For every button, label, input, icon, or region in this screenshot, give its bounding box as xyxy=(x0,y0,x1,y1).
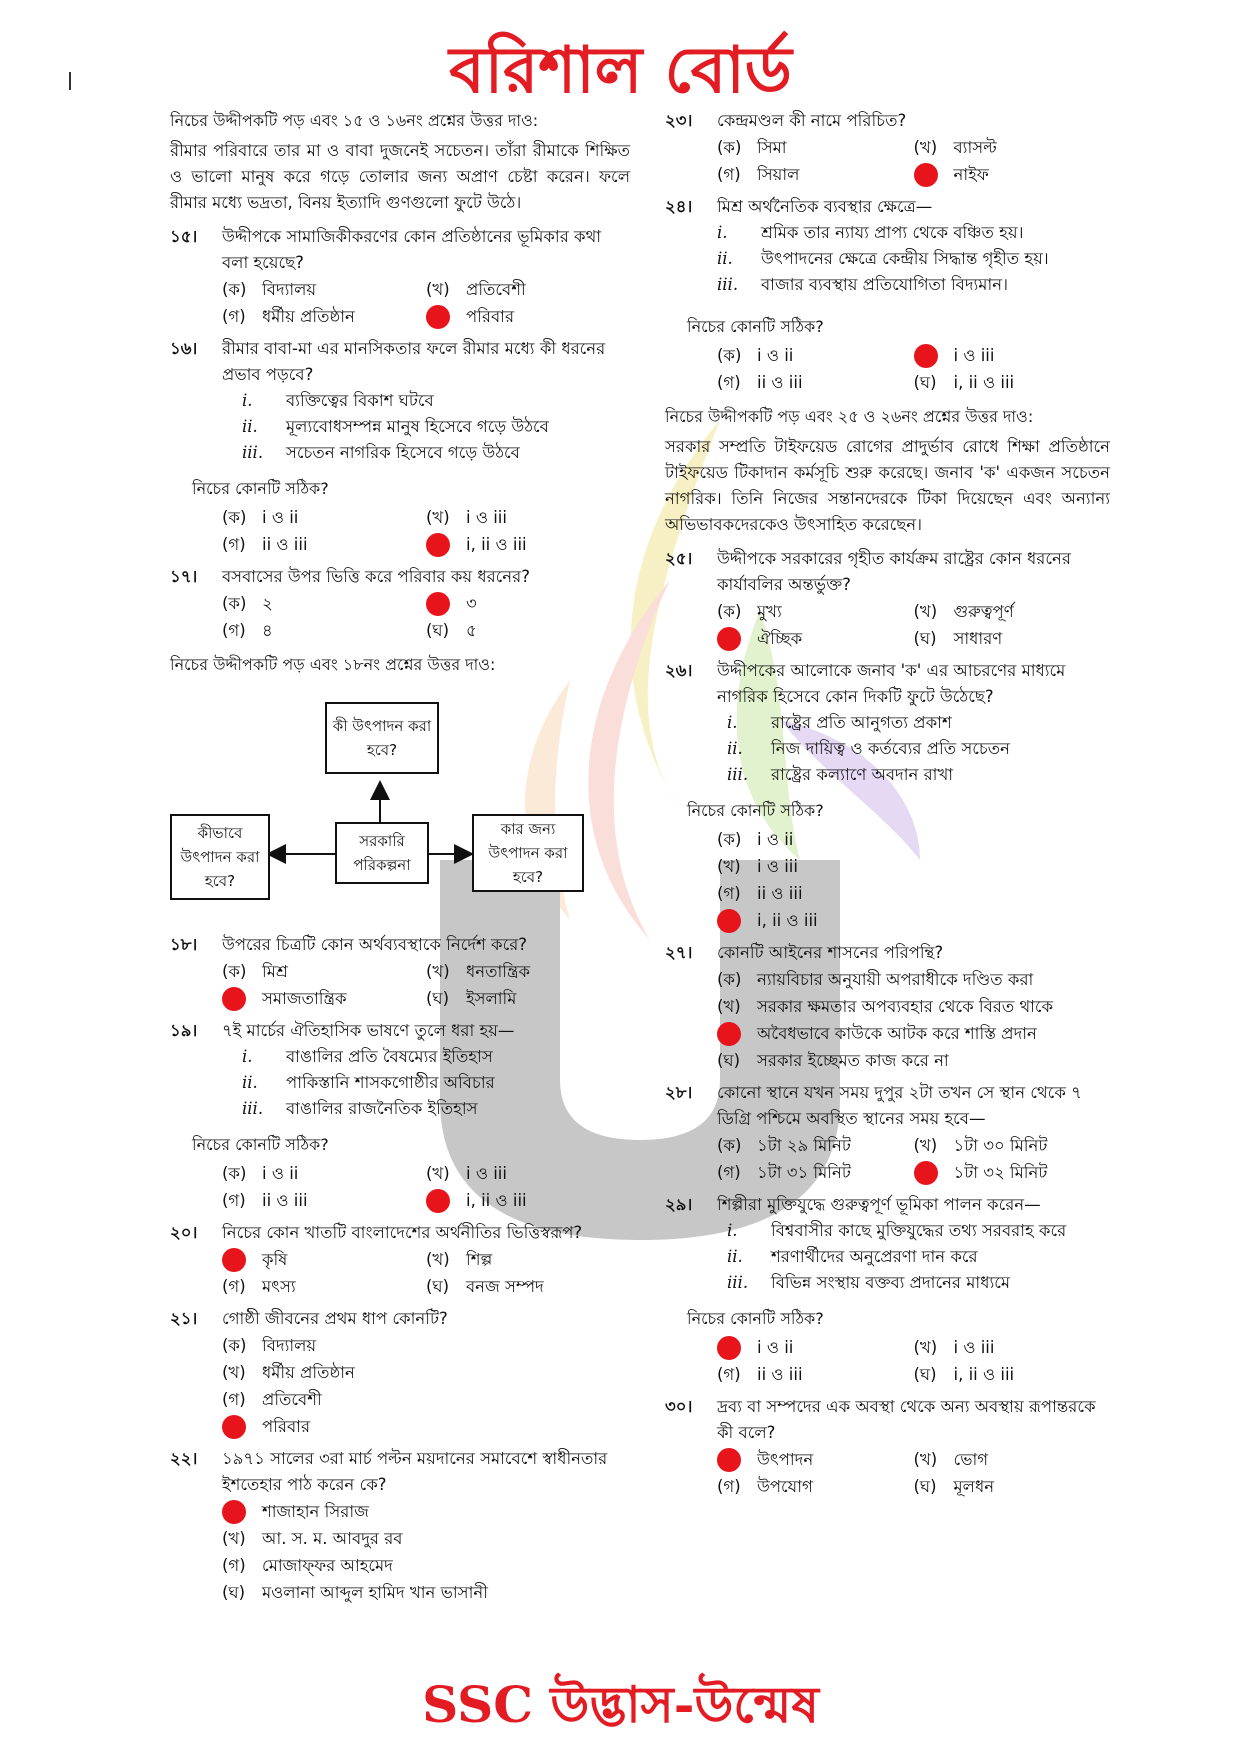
option-b[interactable]: (খ) i ও iii xyxy=(717,856,798,876)
question-18: ১৮। উপরের চিত্রটি কোন অর্থব্যবস্থাকে নির্দেশ করে? xyxy=(170,935,528,954)
options xyxy=(717,1334,1110,1388)
option-c[interactable]: (গ) ধর্মীয় প্রতিষ্ঠান xyxy=(222,306,355,326)
answer-marker-icon xyxy=(914,1161,938,1185)
which-correct: নিচের কোনটি সঠিক? xyxy=(687,1309,824,1328)
box-govt-planning: সরকারি পরিকল্পনা xyxy=(335,822,429,884)
option-b[interactable]: (খ) গুরুত্বপূর্ণ xyxy=(913,601,1014,621)
page-title: বরিশাল বোর্ড xyxy=(449,33,792,108)
which-correct: নিচের কোনটি সঠিক? xyxy=(192,479,329,498)
options xyxy=(717,1446,1110,1500)
question-28: ২৮। কোনো স্থানে যখন সময় দুপুর ২টা তখন সে স্থান থেকে ৭ ডিগ্রি পশ্চিমে অবস্থিত স্থানের সময় হবে— xyxy=(665,1083,1082,1128)
stimulus-instruction: নিচের উদ্দীপকটি পড় এবং ১৫ ও ১৬নং প্রশ্নের উত্তর দাও: xyxy=(170,111,539,130)
question-16: ১৬। রীমার বাবা-মা এর মানসিকতার ফলে রীমার মধ্যে কী ধরনের প্রভাব পড়বে? xyxy=(170,339,606,384)
question-29: ২৯। শিল্পীরা মুক্তিযুদ্ধে গুরুত্বপূর্ণ ভূমিকা পালন করেন— xyxy=(665,1195,1041,1214)
planning-diagram xyxy=(170,684,630,924)
question-21: ২১। গোষ্ঠী জীবনের প্রথম ধাপ কোনটি? xyxy=(170,1309,448,1328)
question-23: ২৩। কেন্দ্রমণ্ডল কী নামে পরিচিত? xyxy=(665,111,907,130)
option-a-answer[interactable]: উৎপাদন xyxy=(717,1446,914,1473)
option-b[interactable]: (খ) i ও iii xyxy=(426,1163,507,1183)
option-d[interactable]: (ঘ) ইসলামি xyxy=(426,988,517,1008)
statements: i. রাষ্ট্রের প্রতি আনুগত্য প্রকাশ ii. নিজ দায়িত্ব ও কর্তব্যের প্রতি সচেতন iii. রাষ্ট্রের কল্যাণে অবদান রাখা xyxy=(727,713,1011,784)
answer-marker-icon xyxy=(717,627,741,651)
option-b[interactable]: (খ) i ও iii xyxy=(913,1337,995,1357)
option-b[interactable]: (খ) ধনতান্ত্রিক xyxy=(426,961,530,981)
option-d-answer[interactable]: i, ii ও iii xyxy=(426,1187,630,1214)
options xyxy=(222,1246,630,1300)
which-correct: নিচের কোনটি সঠিক? xyxy=(687,317,824,336)
box-for-whom: কার জন্য উৎপাদন করা হবে? xyxy=(472,814,584,892)
answer-marker-icon xyxy=(222,1415,246,1439)
option-a[interactable]: (ক) সিমা xyxy=(717,137,787,157)
option-c-answer[interactable]: ঐচ্ছিক xyxy=(717,625,914,652)
option-d[interactable]: (ঘ) i, ii ও iii xyxy=(913,1364,1015,1384)
answer-marker-icon xyxy=(426,592,450,616)
option-a-answer[interactable]: i ও ii xyxy=(717,1334,914,1361)
question-27: ২৭। কোনটি আইনের শাসনের পরিপন্থি? xyxy=(665,943,944,962)
option-d[interactable]: (ঘ) মূলধন xyxy=(913,1476,995,1496)
option-c[interactable]: (গ) মৎস্য xyxy=(222,1276,296,1296)
option-b[interactable]: (খ) i ও iii xyxy=(426,507,507,527)
stimulus-instruction: নিচের উদ্দীপকটি পড় এবং ১৮নং প্রশ্নের উত্তর দাও: xyxy=(170,655,496,674)
option-b[interactable]: (খ) শিল্প xyxy=(426,1249,493,1269)
option-d-answer[interactable]: নাইফ xyxy=(914,161,1111,188)
question-19: ১৯। ৭ই মার্চের ঐতিহাসিক ভাষণে তুলে ধরা হয়— xyxy=(170,1021,515,1040)
option-d[interactable]: (ঘ) i, ii ও iii xyxy=(913,372,1015,392)
answer-marker-icon xyxy=(426,533,450,557)
options xyxy=(222,1160,630,1214)
options xyxy=(717,1132,1110,1186)
answer-marker-icon xyxy=(914,344,938,368)
option-a[interactable]: (ক) বিদ্যালয় xyxy=(222,1335,317,1355)
option-c[interactable]: (গ) প্রতিবেশী xyxy=(222,1389,322,1409)
option-c-answer[interactable]: সমাজতান্ত্রিক xyxy=(222,985,426,1012)
options xyxy=(717,134,1110,188)
stimulus-text: রীমার পরিবারে তার মা ও বাবা দুজনেই সচেতন। তাঁরা রীমাকে শিক্ষিত ও ভালো মানুষ করে গড়ে তোলার জন্য অপ্রাণ চেষ্টা করেন। ফলে রীমার মধ্যে ভদ্রতা, বিনয় ইত্যাদি গুণগুলো ফুটে উঠে। xyxy=(170,141,630,212)
answer-marker-icon xyxy=(717,1022,741,1046)
option-a[interactable]: (ক) মুখ্য xyxy=(717,601,782,621)
option-a[interactable]: (ক) i ও ii xyxy=(222,507,299,527)
answer-marker-icon xyxy=(222,1248,246,1272)
question-number: ১৫। xyxy=(170,227,198,246)
option-a[interactable]: (ক) ন্যায়বিচার অনুযায়ী অপরাধীকে দণ্ডিত করা xyxy=(717,969,1034,989)
statements: i. বাঙালির প্রতি বৈষম্যের ইতিহাস ii. পাকিস্তানি শাসকগোষ্ঠীর অবিচার iii. বাঙালির রাজনৈতিক ইতিহাস xyxy=(242,1047,495,1118)
option-a[interactable]: (ক) ২ xyxy=(222,593,273,613)
question-30: ৩০। দ্রব্য বা সম্পদের এক অবস্থা থেকে অন্য অবস্থায় রূপান্তরকে কী বলে? xyxy=(665,1397,1096,1442)
which-correct: নিচের কোনটি সঠিক? xyxy=(687,801,824,820)
option-a[interactable]: (ক) i ও ii xyxy=(717,345,794,365)
option-b-answer[interactable]: i ও iii xyxy=(914,342,1111,369)
options xyxy=(222,276,630,330)
option-b[interactable]: (খ) প্রতিবেশী xyxy=(426,279,526,299)
option-a[interactable]: (ক) i ও ii xyxy=(222,1163,299,1183)
options xyxy=(222,504,630,558)
option-d[interactable]: (ঘ) সরকার ইচ্ছেমত কাজ করে না xyxy=(717,1050,949,1070)
option-c[interactable]: (গ) উপযোগ xyxy=(717,1476,813,1496)
option-c[interactable]: (গ) ii ও iii xyxy=(717,372,803,392)
box-how-to-produce: কীভাবে উৎপাদন করা হবে? xyxy=(170,814,270,900)
answer-marker-icon xyxy=(717,1448,741,1472)
question-17: ১৭। বসবাসের উপর ভিত্তি করে পরিবার কয় ধরনের? xyxy=(170,567,530,586)
option-d-answer[interactable]: পরিবার xyxy=(426,303,630,330)
question-text: উদ্দীপকে সামাজিকীকরণের কোন প্রতিষ্ঠানের ভূমিকার কথা বলা হয়েছে? xyxy=(222,227,602,272)
option-d-answer[interactable]: পরিবার xyxy=(222,1413,630,1440)
answer-marker-icon xyxy=(222,1500,246,1524)
options xyxy=(222,590,630,644)
options xyxy=(222,1498,630,1606)
option-c-answer[interactable]: অবৈধভাবে কাউকে আটক করে শাস্তি প্রদান xyxy=(717,1020,1110,1047)
box-what-to-produce: কী উৎপাদন করা হবে? xyxy=(325,702,439,774)
statements: i. বিশ্ববাসীর কাছে মুক্তিযুদ্ধের তথ্য সরবরাহ করে ii. শরণার্থীদের অনুপ্রেরণা দান করে iii. বিভিন্ন সংস্থায় বক্তব্য প্রদানের মাধ্যমে xyxy=(727,1221,1067,1292)
option-c[interactable]: (গ) মোজাফ্ফর আহমেদ xyxy=(222,1555,393,1575)
option-d[interactable]: (ঘ) সাধারণ xyxy=(913,628,1003,648)
option-d[interactable]: (ঘ) বনজ সম্পদ xyxy=(426,1276,544,1296)
option-a[interactable]: (ক) বিদ্যালয় xyxy=(222,279,317,299)
answer-marker-icon xyxy=(222,987,246,1011)
option-a-answer[interactable]: শাজাহান সিরাজ xyxy=(222,1498,630,1525)
option-d[interactable]: (ঘ) মওলানা আব্দুল হামিদ খান ভাসানী xyxy=(222,1582,488,1602)
option-c[interactable]: (গ) সিয়াল xyxy=(717,164,800,184)
option-b[interactable]: (খ) সরকার ক্ষমতার অপব্যবহার থেকে বিরত থাকে xyxy=(717,996,1054,1016)
right-column xyxy=(665,108,1110,1500)
option-c[interactable]: (গ) ii ও iii xyxy=(717,1364,803,1384)
option-c[interactable]: (গ) ii ও iii xyxy=(717,883,803,903)
question-26: ২৬। উদ্দীপকের আলোকে জনাব 'ক' এর আচরণের মাধ্যমে নাগরিক হিসেবে কোন দিকটি ফুটে উঠেছে? xyxy=(665,661,1066,706)
answer-marker-icon xyxy=(426,305,450,329)
question-25: ২৫। উদ্দীপকে সরকারের গৃহীত কার্যক্রম রাষ্ট্রের কোন ধরনের কার্যাবলির অন্তর্ভুক্ত? xyxy=(665,549,1071,594)
footer-brand: SSC উদ্ভাস-উন্মেষ xyxy=(422,1675,819,1734)
option-d-answer[interactable]: i, ii ও iii xyxy=(717,907,1110,934)
option-d-answer[interactable]: ১টা ৩২ মিনিট xyxy=(914,1159,1111,1186)
option-b[interactable]: (খ) ভোগ xyxy=(913,1449,989,1469)
option-a[interactable]: (ক) i ও ii xyxy=(717,829,794,849)
option-c[interactable]: (গ) ৪ xyxy=(222,620,273,640)
statements: i. শ্রমিক তার ন্যায্য প্রাপ্য থেকে বঞ্চিত হয়। ii. উৎপাদনের ক্ষেত্রে কেন্দ্রীয় সিদ্ধান্ত গৃহীত হয়। iii. বাজার ব্যবস্থায় প্রতিযোগিতা বিদ্যমান। xyxy=(717,223,1049,294)
options xyxy=(222,958,630,1012)
option-a[interactable]: (ক) মিশ্র xyxy=(222,961,288,981)
stimulus-instruction: নিচের উদ্দীপকটি পড় এবং ২৫ ও ২৬নং প্রশ্নের উত্তর দাও: xyxy=(665,407,1034,426)
options xyxy=(717,342,1110,396)
options xyxy=(717,966,1110,1074)
statements: i. ব্যক্তিত্বের বিকাশ ঘটবে ii. মূল্যবোধসম্পন্ন মানুষ হিসেবে গড়ে উঠবে iii. সচেতন নাগরিক হিসেবে গড়ে উঠবে xyxy=(242,391,549,462)
question-22: ২২। ১৯৭১ সালের ৩রা মার্চ পল্টন ময়দানের সমাবেশে স্বাধীনতার ইশতেহার পাঠ করেন কে? xyxy=(170,1449,608,1494)
option-d[interactable]: (ঘ) ৫ xyxy=(426,620,477,640)
which-correct: নিচের কোনটি সঠিক? xyxy=(192,1135,329,1154)
option-c[interactable]: (গ) ১টা ৩১ মিনিট xyxy=(717,1162,851,1182)
answer-marker-icon xyxy=(426,1189,450,1213)
answer-marker-icon xyxy=(914,163,938,187)
question-20: ২০। নিচের কোন খাতটি বাংলাদেশের অর্থনীতির ভিত্তিস্বরূপ? xyxy=(170,1223,583,1242)
options xyxy=(222,1332,630,1440)
option-c[interactable]: (গ) ii ও iii xyxy=(222,534,308,554)
question-15 xyxy=(170,224,630,276)
options xyxy=(717,598,1110,652)
option-b[interactable]: (খ) ১টা ৩০ মিনিট xyxy=(913,1135,1048,1155)
option-b[interactable]: (খ) ব্যাসল্ট xyxy=(913,137,997,157)
stimulus-text: সরকার সম্প্রতি টাইফয়েড রোগের প্রাদুর্ভাব রোধে শিক্ষা প্রতিষ্ঠানে টাইফয়েড টিকাদান কর্মসূচি শুরু করেছে। জনাব 'ক' একজন সচেতন নাগরিক। তিনি নিজের সন্তানদেরকে টিকা দিয়েছেন এবং অন্যান্য অভিভাবকদেরকেও উৎসাহিত করেছেন। xyxy=(665,437,1110,534)
option-d-answer[interactable]: i, ii ও iii xyxy=(426,531,630,558)
option-a[interactable]: (ক) ১টা ২৯ মিনিট xyxy=(717,1135,851,1155)
answer-marker-icon xyxy=(717,1336,741,1360)
option-c[interactable]: (গ) ii ও iii xyxy=(222,1190,308,1210)
option-b[interactable]: (খ) ধর্মীয় প্রতিষ্ঠান xyxy=(222,1362,355,1382)
option-b-answer[interactable]: ৩ xyxy=(426,590,630,617)
question-24: ২৪। মিশ্র অর্থনৈতিক ব্যবস্থার ক্ষেত্রে— xyxy=(665,197,933,216)
option-a-answer[interactable]: কৃষি xyxy=(222,1246,426,1273)
left-column xyxy=(170,108,630,1606)
option-b[interactable]: (খ) আ. স. ম. আবদুর রব xyxy=(222,1528,403,1548)
options xyxy=(717,826,1110,934)
answer-marker-icon xyxy=(717,909,741,933)
